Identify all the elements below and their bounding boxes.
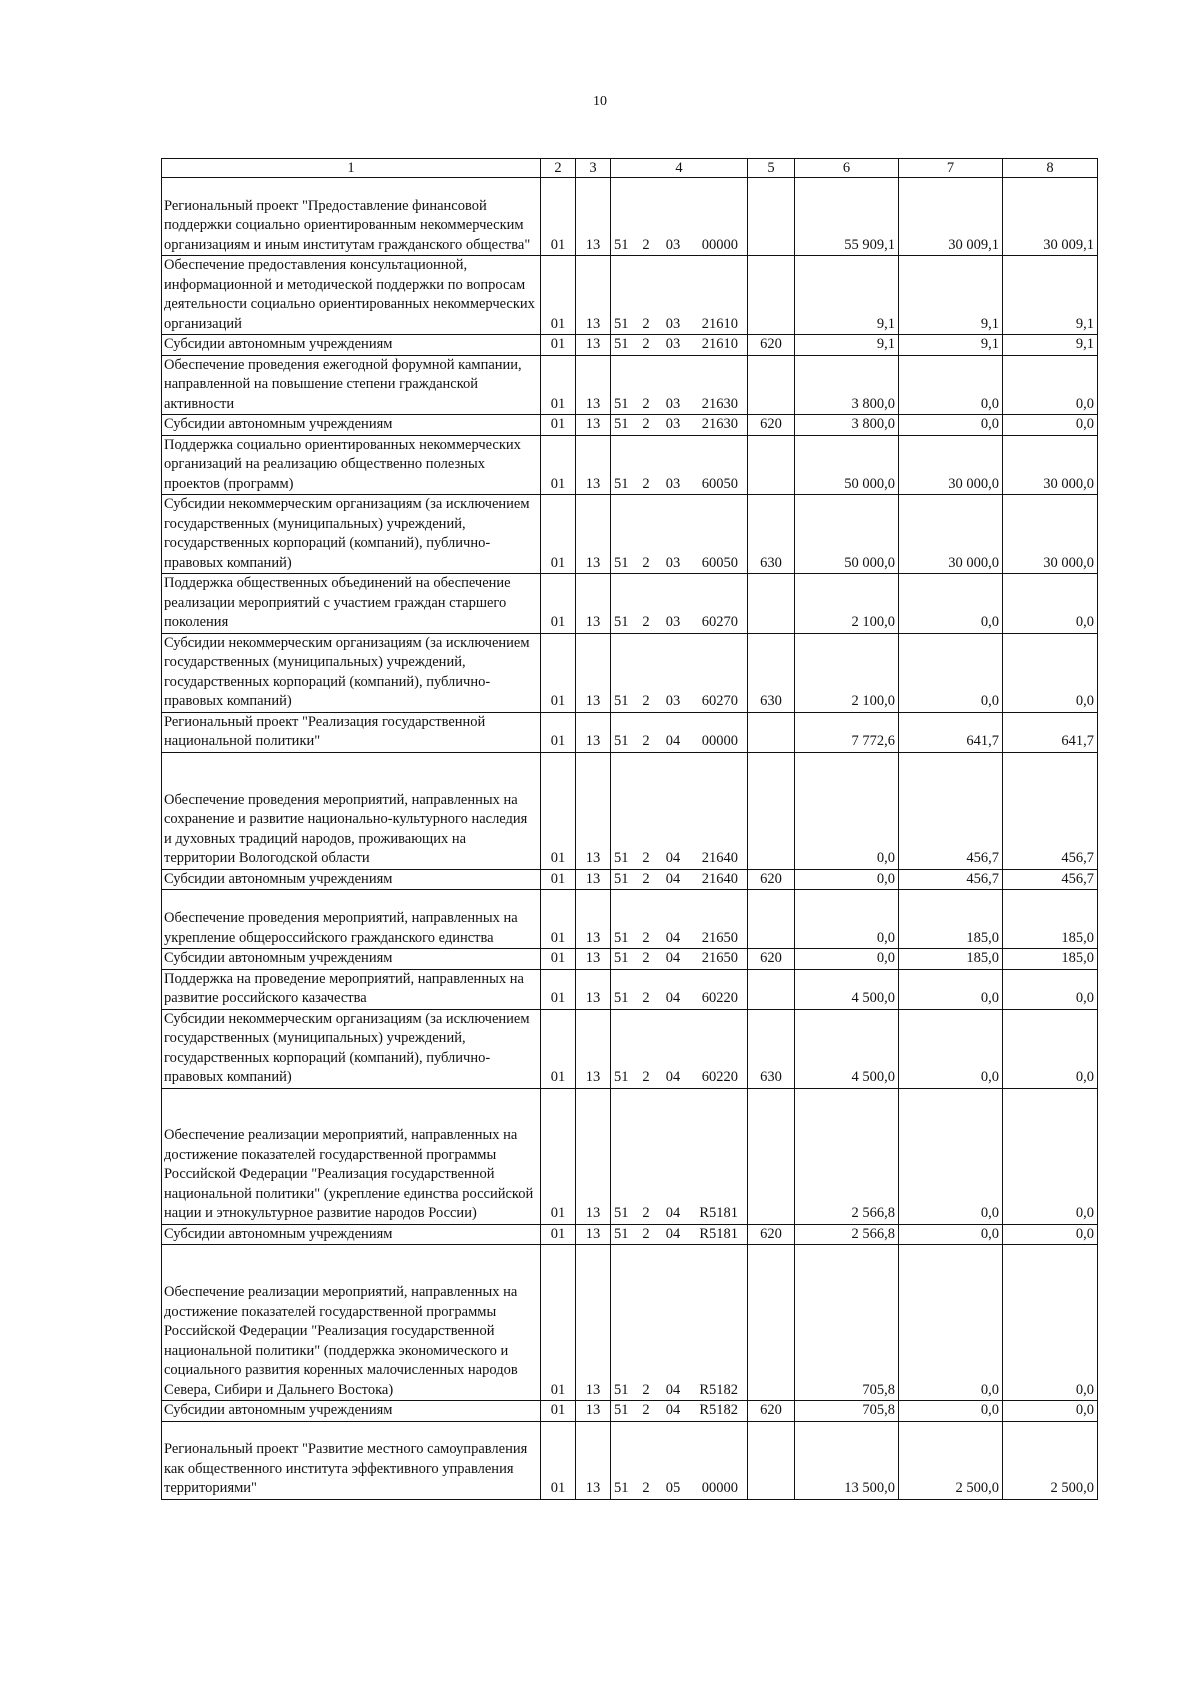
row-expense-type: 630 <box>748 633 795 712</box>
code-part-1: 51 <box>614 1205 629 1221</box>
code-part-2: 2 <box>642 1225 650 1242</box>
header-col-6: 6 <box>795 159 899 178</box>
table-row <box>162 1009 1098 1088</box>
row-section: 01 <box>541 949 576 970</box>
row-expense-type: 630 <box>748 495 795 574</box>
table-row <box>162 355 1098 415</box>
code-part-2: 2 <box>642 475 650 492</box>
row-amount-year1: 0,0 <box>795 949 899 970</box>
row-section: 01 <box>541 415 576 436</box>
row-amount-year3: 185,0 <box>1003 890 1098 949</box>
row-section: 01 <box>541 969 576 1009</box>
row-expense-type <box>748 256 795 335</box>
row-subsection: 13 <box>576 435 611 495</box>
row-section: 01 <box>541 1245 576 1401</box>
row-expense-type <box>748 574 795 634</box>
code-part-1: 51 <box>614 950 629 966</box>
code-part-4: 21640 <box>701 870 738 887</box>
code-part-2: 2 <box>642 1381 650 1398</box>
table-row <box>162 633 1098 712</box>
code-part-2: 2 <box>642 929 650 946</box>
row-subsection: 13 <box>576 495 611 574</box>
row-target-code <box>611 633 748 712</box>
row-section: 01 <box>541 256 576 335</box>
row-expense-type <box>748 1088 795 1224</box>
row-subsection: 13 <box>576 869 611 890</box>
table-row <box>162 1224 1098 1245</box>
table-row <box>162 890 1098 949</box>
row-section: 01 <box>541 435 576 495</box>
table-row <box>162 752 1098 869</box>
code-part-2: 2 <box>642 870 650 887</box>
row-name: Обеспечение реализации мероприятий, направленных на достижение показателей государственной программы Российской Федерации "Реализация государственной национальной политики" (укрепление единства российской нации и этнокультурное развитие народов России) <box>162 1088 541 1224</box>
code-part-3: 03 <box>665 315 681 332</box>
code-part-3: 05 <box>665 1480 681 1496</box>
code-part-2: 2 <box>642 1205 650 1221</box>
row-amount-year2: 0,0 <box>899 574 1003 634</box>
code-part-3: 04 <box>665 929 681 946</box>
code-part-3: 03 <box>665 614 681 630</box>
row-section: 01 <box>541 869 576 890</box>
row-amount-year2: 641,7 <box>899 712 1003 752</box>
code-part-2: 2 <box>642 614 650 630</box>
row-amount-year2: 185,0 <box>899 890 1003 949</box>
row-name: Обеспечение проведения мероприятий, направленных на укрепление общероссийского гражданского единства <box>162 890 541 949</box>
row-amount-year3: 0,0 <box>1003 1401 1098 1422</box>
code-part-1: 51 <box>614 1225 629 1242</box>
row-name: Субсидии автономным учреждениям <box>162 869 541 890</box>
code-part-4: R5182 <box>699 1402 738 1418</box>
row-amount-year2: 185,0 <box>899 949 1003 970</box>
table-row <box>162 495 1098 574</box>
header-col-1: 1 <box>162 159 541 178</box>
row-subsection: 13 <box>576 1088 611 1224</box>
row-amount-year3: 0,0 <box>1003 1224 1098 1245</box>
table-row <box>162 435 1098 495</box>
row-amount-year1: 2 566,8 <box>795 1224 899 1245</box>
code-part-2: 2 <box>642 236 650 253</box>
table-row <box>162 1088 1098 1224</box>
code-part-2: 2 <box>642 733 650 749</box>
code-part-4: R5181 <box>699 1205 738 1221</box>
code-part-1: 51 <box>614 315 629 332</box>
row-subsection: 13 <box>576 574 611 634</box>
row-amount-year2: 9,1 <box>899 256 1003 335</box>
row-expense-type <box>748 890 795 949</box>
row-amount-year2: 9,1 <box>899 335 1003 356</box>
code-part-4: 21630 <box>701 395 738 412</box>
row-name: Региональный проект "Реализация государственной национальной политики" <box>162 712 541 752</box>
row-subsection: 13 <box>576 949 611 970</box>
row-amount-year3: 641,7 <box>1003 712 1098 752</box>
row-section: 01 <box>541 1401 576 1422</box>
row-target-code <box>611 1009 748 1088</box>
row-amount-year2: 0,0 <box>899 355 1003 415</box>
row-target-code <box>611 752 748 869</box>
code-part-3: 04 <box>665 1069 681 1085</box>
row-amount-year1: 7 772,6 <box>795 712 899 752</box>
row-target-code <box>611 969 748 1009</box>
code-part-4: 21630 <box>701 416 738 432</box>
row-amount-year3: 30 000,0 <box>1003 495 1098 574</box>
row-amount-year2: 456,7 <box>899 869 1003 890</box>
row-amount-year3: 0,0 <box>1003 1245 1098 1401</box>
code-part-4: 60270 <box>701 614 738 630</box>
table-row <box>162 1245 1098 1401</box>
row-amount-year3: 0,0 <box>1003 969 1098 1009</box>
row-expense-type <box>748 1245 795 1401</box>
code-part-2: 2 <box>642 416 650 432</box>
code-part-4: 21640 <box>701 850 738 866</box>
code-part-4: R5182 <box>699 1381 738 1398</box>
row-section: 01 <box>541 355 576 415</box>
table-row <box>162 1401 1098 1422</box>
code-part-1: 51 <box>614 1402 629 1418</box>
code-part-2: 2 <box>642 336 650 352</box>
page-number: 10 <box>593 94 607 109</box>
code-part-4: 21650 <box>701 929 738 946</box>
row-amount-year3: 30 009,1 <box>1003 178 1098 256</box>
table-row <box>162 969 1098 1009</box>
code-part-1: 51 <box>614 990 629 1006</box>
code-part-3: 04 <box>665 1205 681 1221</box>
row-subsection: 13 <box>576 178 611 256</box>
code-part-4: 00000 <box>701 733 738 749</box>
row-name: Субсидии автономным учреждениям <box>162 1401 541 1422</box>
row-target-code <box>611 435 748 495</box>
code-part-3: 04 <box>665 1381 681 1398</box>
row-expense-type: 620 <box>748 1401 795 1422</box>
row-amount-year1: 2 100,0 <box>795 633 899 712</box>
row-amount-year2: 0,0 <box>899 969 1003 1009</box>
row-amount-year3: 0,0 <box>1003 355 1098 415</box>
row-amount-year3: 0,0 <box>1003 1088 1098 1224</box>
row-expense-type <box>748 355 795 415</box>
code-part-4: R5181 <box>699 1225 738 1242</box>
code-part-2: 2 <box>642 850 650 866</box>
row-amount-year1: 4 500,0 <box>795 1009 899 1088</box>
row-subsection: 13 <box>576 969 611 1009</box>
header-row <box>162 159 1098 178</box>
row-name: Поддержка на проведение мероприятий, направленных на развитие российского казачества <box>162 969 541 1009</box>
code-part-1: 51 <box>614 929 629 946</box>
row-subsection: 13 <box>576 256 611 335</box>
code-part-4: 60050 <box>701 475 738 492</box>
row-amount-year1: 3 800,0 <box>795 355 899 415</box>
row-expense-type <box>748 969 795 1009</box>
code-part-1: 51 <box>614 693 629 709</box>
row-name: Поддержка общественных объединений на обеспечение реализации мероприятий с участием граждан старшего поколения <box>162 574 541 634</box>
code-part-4: 60050 <box>701 554 738 571</box>
code-part-1: 51 <box>614 1381 629 1398</box>
code-part-4: 00000 <box>701 236 738 253</box>
row-amount-year3: 0,0 <box>1003 574 1098 634</box>
row-expense-type <box>748 712 795 752</box>
row-amount-year2: 2 500,0 <box>899 1421 1003 1499</box>
row-amount-year1: 2 566,8 <box>795 1088 899 1224</box>
row-name: Поддержка социально ориентированных некоммерческих организаций на реализацию общественно полезных проектов (программ) <box>162 435 541 495</box>
code-part-3: 03 <box>665 554 681 571</box>
code-part-4: 60220 <box>701 1069 738 1085</box>
table-row <box>162 178 1098 256</box>
row-target-code <box>611 178 748 256</box>
code-part-1: 51 <box>614 336 629 352</box>
table-row <box>162 1421 1098 1499</box>
row-expense-type <box>748 1421 795 1499</box>
code-part-3: 04 <box>665 990 681 1006</box>
row-amount-year3: 456,7 <box>1003 752 1098 869</box>
row-subsection: 13 <box>576 355 611 415</box>
code-part-3: 04 <box>665 733 681 749</box>
row-name: Субсидии автономным учреждениям <box>162 335 541 356</box>
header-col-4: 4 <box>611 159 748 178</box>
row-amount-year2: 30 009,1 <box>899 178 1003 256</box>
row-amount-year3: 456,7 <box>1003 869 1098 890</box>
row-amount-year2: 30 000,0 <box>899 495 1003 574</box>
row-target-code <box>611 949 748 970</box>
table-row <box>162 415 1098 436</box>
row-amount-year2: 0,0 <box>899 1224 1003 1245</box>
code-part-2: 2 <box>642 395 650 412</box>
row-target-code <box>611 256 748 335</box>
row-amount-year3: 0,0 <box>1003 415 1098 436</box>
row-amount-year2: 0,0 <box>899 1401 1003 1422</box>
code-part-1: 51 <box>614 236 629 253</box>
row-target-code <box>611 335 748 356</box>
code-part-1: 51 <box>614 870 629 887</box>
code-part-3: 03 <box>665 336 681 352</box>
row-amount-year1: 705,8 <box>795 1401 899 1422</box>
row-target-code <box>611 1245 748 1401</box>
code-part-2: 2 <box>642 1402 650 1418</box>
row-amount-year1: 55 909,1 <box>795 178 899 256</box>
row-amount-year2: 0,0 <box>899 633 1003 712</box>
row-name: Субсидии некоммерческим организациям (за исключением государственных (муниципальных) учреждений, государственных корпораций (компаний), публично-правовых компаний) <box>162 495 541 574</box>
row-target-code <box>611 495 748 574</box>
row-amount-year1: 50 000,0 <box>795 435 899 495</box>
code-part-4: 21610 <box>701 336 738 352</box>
table-row <box>162 574 1098 634</box>
row-section: 01 <box>541 1009 576 1088</box>
row-expense-type: 620 <box>748 335 795 356</box>
table-row <box>162 335 1098 356</box>
row-name: Субсидии некоммерческим организациям (за исключением государственных (муниципальных) учреждений, государственных корпораций (компаний), публично-правовых компаний) <box>162 633 541 712</box>
code-part-2: 2 <box>642 693 650 709</box>
row-amount-year3: 0,0 <box>1003 1009 1098 1088</box>
table-row <box>162 949 1098 970</box>
table-row <box>162 256 1098 335</box>
row-amount-year1: 4 500,0 <box>795 969 899 1009</box>
code-part-2: 2 <box>642 554 650 571</box>
code-part-4: 60220 <box>701 990 738 1006</box>
code-part-2: 2 <box>642 1480 650 1496</box>
row-name: Региональный проект "Предоставление финансовой поддержки социально ориентированным некоммерческим организациям и иным институтам гражданского общества" <box>162 178 541 256</box>
row-target-code <box>611 574 748 634</box>
row-amount-year2: 0,0 <box>899 1245 1003 1401</box>
row-expense-type <box>748 178 795 256</box>
row-amount-year1: 13 500,0 <box>795 1421 899 1499</box>
row-section: 01 <box>541 1421 576 1499</box>
code-part-1: 51 <box>614 395 629 412</box>
row-amount-year3: 2 500,0 <box>1003 1421 1098 1499</box>
row-section: 01 <box>541 752 576 869</box>
row-amount-year3: 0,0 <box>1003 633 1098 712</box>
row-section: 01 <box>541 574 576 634</box>
row-subsection: 13 <box>576 1245 611 1401</box>
code-part-1: 51 <box>614 850 629 866</box>
row-target-code <box>611 415 748 436</box>
row-amount-year1: 2 100,0 <box>795 574 899 634</box>
row-section: 01 <box>541 335 576 356</box>
header-col-8: 8 <box>1003 159 1098 178</box>
header-col-5: 5 <box>748 159 795 178</box>
code-part-1: 51 <box>614 416 629 432</box>
header-col-3: 3 <box>576 159 611 178</box>
row-subsection: 13 <box>576 1009 611 1088</box>
row-subsection: 13 <box>576 335 611 356</box>
code-part-4: 60270 <box>701 693 738 709</box>
row-section: 01 <box>541 178 576 256</box>
code-part-1: 51 <box>614 614 629 630</box>
table-row <box>162 712 1098 752</box>
row-expense-type: 620 <box>748 1224 795 1245</box>
code-part-3: 03 <box>665 475 681 492</box>
code-part-1: 51 <box>614 475 629 492</box>
row-target-code <box>611 1401 748 1422</box>
row-target-code <box>611 890 748 949</box>
code-part-4: 21650 <box>701 950 738 966</box>
header-col-7: 7 <box>899 159 1003 178</box>
row-name: Обеспечение проведения ежегодной форумной кампании, направленной на повышение степени гражданской активности <box>162 355 541 415</box>
row-amount-year1: 0,0 <box>795 890 899 949</box>
row-section: 01 <box>541 712 576 752</box>
code-part-2: 2 <box>642 990 650 1006</box>
row-amount-year3: 9,1 <box>1003 256 1098 335</box>
row-amount-year1: 705,8 <box>795 1245 899 1401</box>
code-part-1: 51 <box>614 733 629 749</box>
code-part-3: 04 <box>665 850 681 866</box>
row-name: Региональный проект "Развитие местного самоуправления как общественного института эффективного управления территориями" <box>162 1421 541 1499</box>
header-col-2: 2 <box>541 159 576 178</box>
row-target-code <box>611 1088 748 1224</box>
row-amount-year2: 30 000,0 <box>899 435 1003 495</box>
code-part-4: 00000 <box>701 1480 738 1496</box>
code-part-1: 51 <box>614 1480 629 1496</box>
code-part-3: 04 <box>665 1402 681 1418</box>
row-subsection: 13 <box>576 752 611 869</box>
row-expense-type: 630 <box>748 1009 795 1088</box>
row-subsection: 13 <box>576 1421 611 1499</box>
row-amount-year3: 9,1 <box>1003 335 1098 356</box>
code-part-1: 51 <box>614 1069 629 1085</box>
code-part-3: 03 <box>665 416 681 432</box>
row-target-code <box>611 355 748 415</box>
row-name: Субсидии автономным учреждениям <box>162 415 541 436</box>
row-name: Обеспечение проведения мероприятий, направленных на сохранение и развитие национально-культурного наследия и духовных традиций народов, проживающих на территории Вологодской области <box>162 752 541 869</box>
row-name: Субсидии некоммерческим организациям (за исключением государственных (муниципальных) учреждений, государственных корпораций (компаний), публично-правовых компаний) <box>162 1009 541 1088</box>
row-expense-type: 620 <box>748 415 795 436</box>
row-amount-year1: 9,1 <box>795 256 899 335</box>
row-expense-type: 620 <box>748 949 795 970</box>
row-amount-year2: 0,0 <box>899 1009 1003 1088</box>
row-section: 01 <box>541 495 576 574</box>
row-amount-year3: 185,0 <box>1003 949 1098 970</box>
row-expense-type: 620 <box>748 869 795 890</box>
row-name: Субсидии автономным учреждениям <box>162 1224 541 1245</box>
row-subsection: 13 <box>576 712 611 752</box>
row-subsection: 13 <box>576 633 611 712</box>
row-amount-year1: 9,1 <box>795 335 899 356</box>
row-subsection: 13 <box>576 1401 611 1422</box>
code-part-2: 2 <box>642 950 650 966</box>
row-amount-year2: 0,0 <box>899 415 1003 436</box>
row-amount-year2: 0,0 <box>899 1088 1003 1224</box>
code-part-3: 03 <box>665 236 681 253</box>
row-expense-type <box>748 752 795 869</box>
row-section: 01 <box>541 1088 576 1224</box>
code-part-3: 04 <box>665 950 681 966</box>
row-name: Обеспечение предоставления консультационной, информационной и методической поддержки по вопросам деятельности социально ориентированных некоммерческих организаций <box>162 256 541 335</box>
row-amount-year3: 30 000,0 <box>1003 435 1098 495</box>
code-part-3: 03 <box>665 395 681 412</box>
table-row <box>162 869 1098 890</box>
code-part-4: 21610 <box>701 315 738 332</box>
row-section: 01 <box>541 890 576 949</box>
row-name: Субсидии автономным учреждениям <box>162 949 541 970</box>
row-subsection: 13 <box>576 415 611 436</box>
row-amount-year1: 0,0 <box>795 869 899 890</box>
code-part-3: 04 <box>665 870 681 887</box>
code-part-3: 03 <box>665 693 681 709</box>
row-section: 01 <box>541 1224 576 1245</box>
row-amount-year1: 3 800,0 <box>795 415 899 436</box>
row-target-code <box>611 712 748 752</box>
row-expense-type <box>748 435 795 495</box>
row-amount-year1: 50 000,0 <box>795 495 899 574</box>
budget-table <box>161 158 1098 1500</box>
row-target-code <box>611 1224 748 1245</box>
code-part-2: 2 <box>642 1069 650 1085</box>
code-part-3: 04 <box>665 1225 681 1242</box>
row-subsection: 13 <box>576 1224 611 1245</box>
code-part-2: 2 <box>642 315 650 332</box>
row-amount-year1: 0,0 <box>795 752 899 869</box>
row-target-code <box>611 1421 748 1499</box>
code-part-1: 51 <box>614 554 629 571</box>
row-subsection: 13 <box>576 890 611 949</box>
row-amount-year2: 456,7 <box>899 752 1003 869</box>
row-section: 01 <box>541 633 576 712</box>
row-name: Обеспечение реализации мероприятий, направленных на достижение показателей государственной программы Российской Федерации "Реализация государственной национальной политики" (поддержка экономического и социального развития коренных малочисленных народов Севера, Сибири и Дальнего Востока) <box>162 1245 541 1401</box>
row-target-code <box>611 869 748 890</box>
